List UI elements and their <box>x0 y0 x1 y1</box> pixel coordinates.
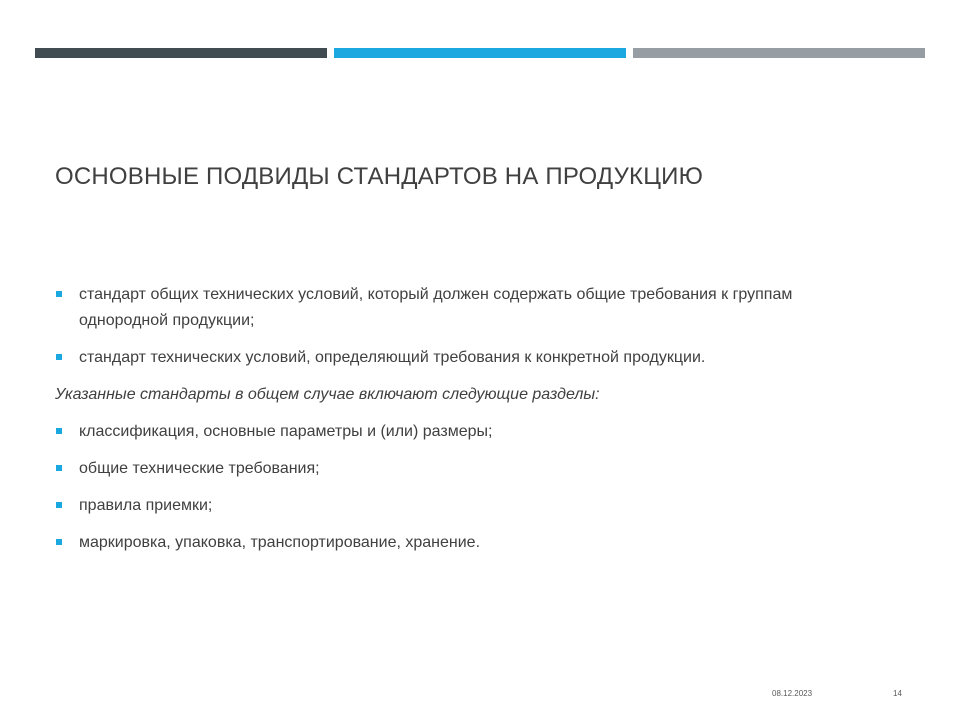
list-item-text: классификация, основные параметры и (или) размеры; <box>79 423 493 440</box>
list-item <box>55 345 885 371</box>
square-bullet-icon <box>56 465 62 471</box>
square-bullet-icon <box>56 539 62 545</box>
square-bullet-icon <box>56 291 62 297</box>
section-intro-text: Указанные стандарты в общем случае включают следующие разделы: <box>55 386 600 403</box>
square-bullet-icon <box>56 428 62 434</box>
list-item <box>55 282 885 334</box>
footer-date: 08.12.2023 <box>772 689 813 698</box>
list-item-text: правила приемки; <box>79 497 213 514</box>
decorative-top-bars <box>35 48 925 58</box>
square-bullet-icon <box>56 354 62 360</box>
list-item <box>55 456 885 482</box>
slide-content <box>55 282 885 567</box>
page-number: 14 <box>893 689 902 698</box>
top-bar-blue <box>334 48 626 58</box>
list-item <box>55 493 885 519</box>
top-bar-dark <box>35 48 327 58</box>
slide-title: ОСНОВНЫЕ ПОДВИДЫ СТАНДАРТОВ НА ПРОДУКЦИЮ <box>55 163 704 190</box>
list-item-text: стандарт технических условий, определяющий требования к конкретной продукции. <box>79 349 706 366</box>
list-item <box>55 419 885 445</box>
list-item-text: стандарт общих технических условий, который должен содержать общие требования к группам однородной продукции; <box>79 286 793 329</box>
list-item-text: маркировка, упаковка, транспортирование, хранение. <box>79 534 481 551</box>
square-bullet-icon <box>56 502 62 508</box>
top-bar-gray <box>633 48 925 58</box>
list-item-text: общие технические требования; <box>79 460 320 477</box>
list-item <box>55 530 885 556</box>
